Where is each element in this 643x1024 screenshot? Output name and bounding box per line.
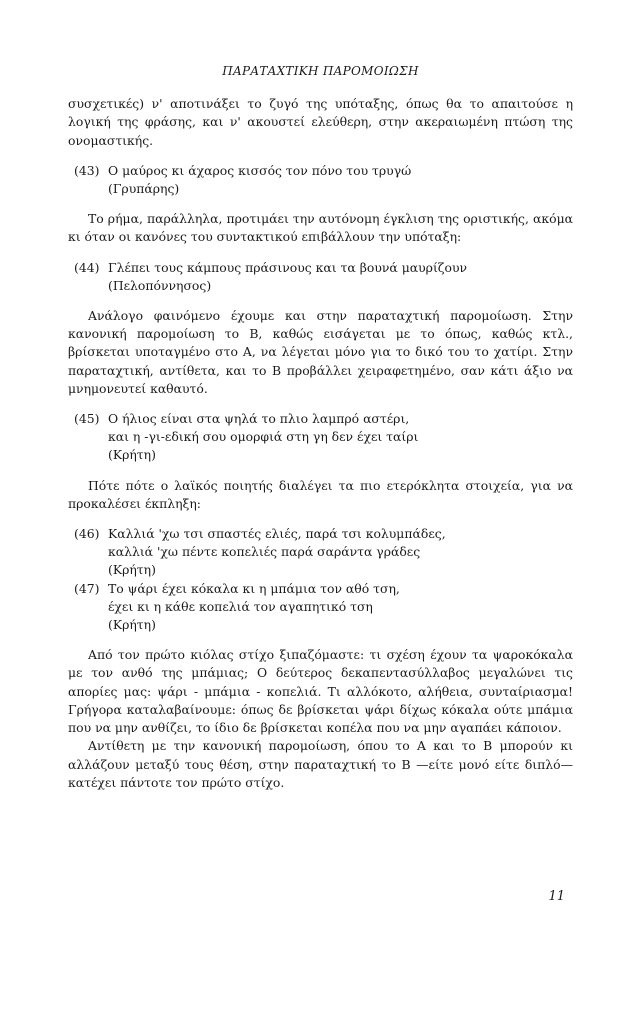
example-46 — [74, 525, 573, 580]
example-number: (44) — [74, 259, 100, 275]
running-head: ΠΑΡΑΤΑΧΤΙΚΗ ΠΑΡΟΜΟΙΩΣΗ — [222, 64, 419, 78]
source-label: (Πελοπόννησος) — [108, 277, 212, 293]
verse-line: Το ψάρι έχει κόκαλα κι η μπάμια τον αθό τση, — [108, 580, 400, 596]
example-number: (45) — [74, 411, 100, 427]
paragraph-5: Από τον πρώτο κιόλας στίχο ξιπαζόμαστε: τι σχέση έχουν τα ψαροκόκαλα με τον ανθό της μπάμιας; Ο δεύτερος δεκαπεντασύλλαβος μεγαλώνει τις απορίες μας: ψάρι - μπάμια - κοπελιά. Τι αλλόκοτο, αλήθεια, συνταίριασμα! Γρήγορα καταλαβαίνουμε: όπως δε βρίσκεται ψάρι δίχως κόκαλα ούτε μπάμια που να μην ανθίζει, το ίδιο δε βρίσκεται κοπέλα που να μην αγαπάει κάποιον. — [68, 647, 573, 736]
verse-line: και η -γι-εδική σου ομορφιά στη γη δεν έχει ταίρι — [108, 429, 419, 445]
example-number: (43) — [74, 162, 100, 178]
example-45 — [74, 410, 573, 465]
example-44 — [74, 259, 573, 295]
example-43 — [74, 162, 573, 198]
example-47 — [74, 580, 573, 635]
paragraph-2: Το ρήμα, παράλληλα, προτιμάει την αυτόνομη έγκλιση της οριστικής, ακόμα κι όταν οι κανόνες του συντακτικού επιβάλλουν την υπόταξη: — [68, 211, 573, 245]
verse-line: έχει κι η κάθε κοπελιά τον αγαπητικό τση — [108, 598, 373, 614]
paragraph-1: συσχετικές) ν' αποτινάξει το ζυγό της υπόταξης, όπως θα το απαιτούσε η λογική της φράσης, και ν' ακουστεί ελεύθερη, στην ακεραιωμένη πτώση της ονομαστικής. — [68, 96, 573, 148]
example-number: (47) — [74, 580, 100, 596]
source-label: (Κρήτη) — [108, 447, 156, 463]
verse-line: Γλέπει τους κάμπους πράσινους και τα βουνά μαυρίζουν — [108, 259, 468, 275]
source-label: (Κρήτη) — [108, 617, 156, 633]
examples-46-47 — [74, 525, 573, 634]
verse-line: Ο ήλιος είναι στα ψηλά το πλιο λαμπρό αστέρι, — [108, 411, 410, 427]
page-number: 11 — [548, 889, 565, 904]
paragraph-3: Ανάλογο φαινόμενο έχουμε και στην παραταχτική παρομοίωση. Στην κανονική παρομοίωση το Β, καθώς εισάγεται με το όπως, καθώς κτλ., βρίσκεται υποταγμένο στο Α, να λέγεται μόνο για το δικό του το χατίρι. Στην παραταχτική, αντίθετα, και το Β προβάλλει χειραφετημένο, σαν κάτι άξιο να μνημονευτεί καθαυτό. — [68, 308, 573, 396]
verse-line: Ο μαύρος κι άχαρος κισσός τον πόνο του τρυγώ — [108, 162, 412, 178]
example-number: (46) — [74, 526, 100, 542]
verse-line: καλλιά 'χω πέντε κοπελιές παρά σαράντα γράδες — [108, 544, 421, 560]
source-label: (Κρήτη) — [108, 562, 156, 578]
source-label: (Γρυπάρης) — [108, 181, 180, 197]
verse-line: Καλλιά 'χω τσι σπαστές ελιές, παρά τσι κολυμπάδες, — [108, 526, 446, 542]
paragraph-4: Πότε πότε ο λαϊκός ποιητής διαλέγει τα πιο ετερόκλητα στοιχεία, για να προκαλέσει έκπληξη: — [68, 477, 573, 511]
paragraph-6: Αντίθετη με την κανονική παρομοίωση, όπου το Α και το Β μπορούν κι αλλάζουν μεταξύ τους θέση, στην παραταχτική το Β —είτε μονό είτε διπλό— κατέχει πάντοτε τον πρώτο στίχο. — [68, 738, 573, 790]
